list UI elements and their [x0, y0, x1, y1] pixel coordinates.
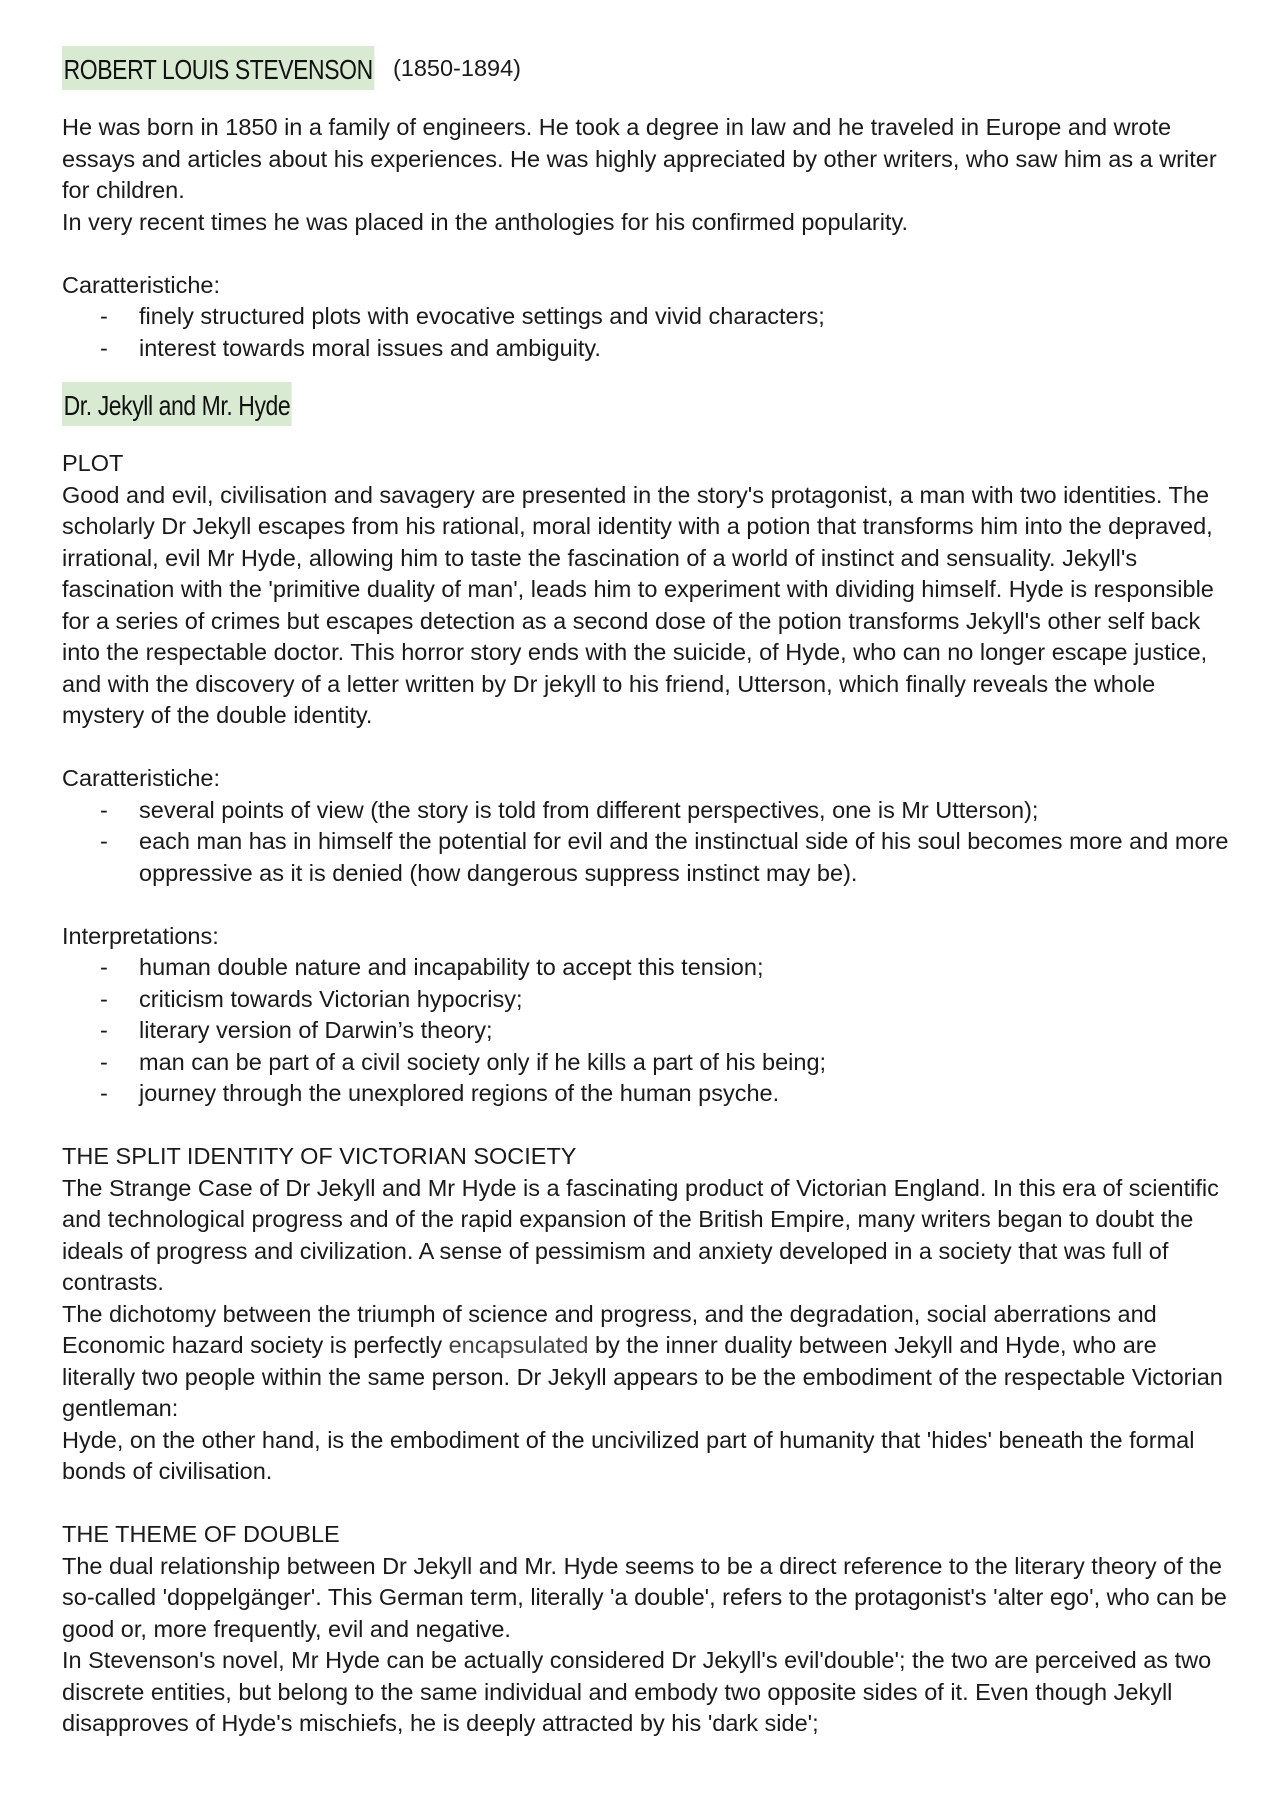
author-dates: (1850-1894): [392, 55, 521, 81]
list-item: - several points of view (the story is told from different perspectives, one is Mr Utterson);: [62, 795, 1232, 827]
list-item: - finely structured plots with evocative settings and vivid characters;: [62, 301, 1232, 333]
encapsulated-word: encapsulated: [448, 1332, 589, 1358]
list-item: - each man has in himself the potential for evil and the instinctual side of his soul becomes more and more oppressive as it is denied (how dangerous suppress instinct may be).: [62, 826, 1232, 889]
split-p2-start: The dichotomy between the triumph of science and progress, and the degradation, social aberrations and Economic hazard society is perfectly: [62, 1300, 1157, 1358]
author-bio: He was born in 1850 in a family of engineers. He took a degree in law and he traveled in Europe and wrote essays and articles about his experiences. He was highly appreciated by other writers, who saw him as a writer for children.: [62, 114, 1217, 203]
novel-title-row: [62, 382, 1232, 426]
list-item: - criticism towards Victorian hypocrisy;: [62, 984, 1232, 1016]
plot-text: Good and evil, civilisation and savagery are presented in the story's protagonist, a man with two identities. The scholarly Dr Jekyll escapes from his rational, moral identity with a potion that transforms him into the depraved, irrational, evil Mr Hyde, allowing him to taste the fascination of a world of instinct and sensuality. Jekyll's fascination with the 'primitive duality of man', leads him to experiment with dividing himself. Hyde is responsible for a series of crimes but escapes detection as a second dose of the potion transforms Jekyll's other self back into the respectable doctor. This horror story ends with the suicide, of Hyde, who can no longer escape justice, and with the discovery of a letter written by Dr jekyll to his friend, Utterson, which finally reveals the whole mystery of the double identity.: [62, 481, 1214, 728]
double-theme-p2: In Stevenson's novel, Mr Hyde can be actually considered Dr Jekyll's evil'double'; the two are perceived as two discrete entities, but belong to the same individual and embody two opposite sides of it. Even though Jekyll disapproves of Hyde's mischiefs, he is deeply attracted by his 'dark side';: [62, 1647, 1212, 1736]
novel-features-list: [62, 795, 1232, 890]
author-title-row: [62, 46, 1232, 90]
novel-title-heading: Dr. Jekyll and Mr. Hyde: [62, 382, 292, 426]
split-identity-title: THE SPLIT IDENTITY OF VICTORIAN SOCIETY: [62, 1143, 577, 1169]
interpretations-list: [62, 952, 1232, 1110]
author-bio-2: In very recent times he was placed in the anthologies for his confirmed popularity.: [62, 208, 908, 235]
list-item: - man can be part of a civil society only if he kills a part of his being;: [62, 1047, 1232, 1079]
double-theme-title: THE THEME OF DOUBLE: [62, 1521, 340, 1547]
split-identity-p2: [62, 1299, 1232, 1425]
author-features-label: Caratteristiche:: [62, 271, 221, 298]
list-item: - interest towards moral issues and ambiguity.: [62, 333, 1232, 365]
list-item: - journey through the unexplored regions of the human psyche.: [62, 1078, 1232, 1110]
novel-features-label: Caratteristiche:: [62, 765, 221, 791]
document-page: [62, 46, 1232, 1740]
list-item: - human double nature and incapability to accept this tension;: [62, 952, 1232, 984]
author-features-list: [62, 301, 1232, 364]
plot-label: PLOT: [62, 450, 124, 476]
double-theme-p1: The dual relationship between Dr Jekyll and Mr. Hyde seems to be a direct reference to the literary theory of the so-called 'doppelgänger'. This German term, literally 'a double', refers to the protagonist's 'alter ego', who can be good or, more frequently, evil and negative.: [62, 1552, 1227, 1642]
split-identity-p3: Hyde, on the other hand, is the embodiment of the uncivilized part of humanity that 'hides' beneath the formal bonds of civilisation.: [62, 1426, 1195, 1484]
list-item: - literary version of Darwin’s theory;: [62, 1015, 1232, 1047]
author-name-heading: ROBERT LOUIS STEVENSON: [62, 46, 374, 90]
interpretations-label: Interpretations:: [62, 922, 219, 949]
split-p2-end: by the inner duality between Jekyll and Hyde, who are literally two people within the same person. Dr Jekyll appears to be the embodiment of the respectable Victorian gentleman:: [62, 1332, 1223, 1421]
split-identity-p1: The Strange Case of Dr Jekyll and Mr Hyde is a fascinating product of Victorian England. In this era of scientific and technological progress and of the rapid expansion of the British Empire, many writers began to doubt the ideals of progress and civilization. A sense of pessimism and anxiety developed in a society that was full of contrasts.: [62, 1174, 1219, 1295]
